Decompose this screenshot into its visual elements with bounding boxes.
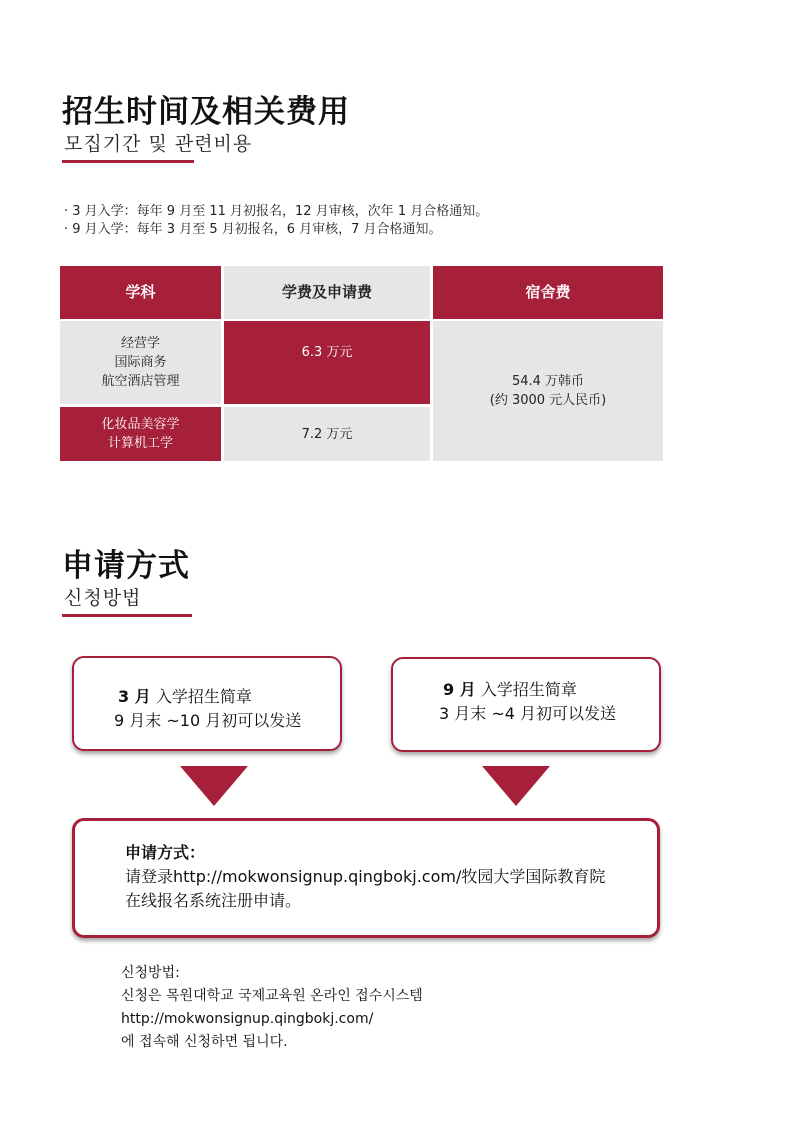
major-name: 国际商务 <box>114 355 167 370</box>
march-label: 3 月 <box>118 687 151 706</box>
section-subtitle-fees: 모집기간 및 관련비용 <box>64 133 253 155</box>
section-title-apply: 申请方式 <box>62 548 190 584</box>
korean-note-line: 신청은 목원대학교 국제교육원 온라인 접수시스템 <box>121 988 423 1004</box>
table-cell-majors-group2 <box>60 407 221 461</box>
march-intake-box <box>72 656 342 751</box>
application-heading: 申请方式： <box>125 843 206 862</box>
september-intake-title <box>443 678 577 702</box>
dorm-fee-cny: (约 3000 元人民币) <box>489 393 607 408</box>
march-intake-schedule: 9 月末 ~10 月初可以发送 <box>114 711 302 730</box>
major-name: 航空酒店管理 <box>101 374 180 389</box>
table-cell-majors-group1 <box>60 321 221 404</box>
major-name: 化妆品美容学 <box>101 417 180 432</box>
september-label: 9 月 <box>443 680 476 699</box>
arrow-down-icon <box>180 766 248 806</box>
notes-list <box>64 203 488 239</box>
table-cell-fee-group2: 7.2 万元 <box>224 407 430 461</box>
title-underline <box>62 614 192 617</box>
major-name: 经营学 <box>120 336 160 351</box>
korean-note-url: http://mokwonsignup.qingbokj.com/ <box>121 1011 374 1027</box>
korean-note-line: 에 접속해 신청하면 됩니다. <box>121 1034 288 1050</box>
march-intake-title <box>118 685 252 709</box>
dorm-fee-krw: 54.4 万韩币 <box>511 374 585 389</box>
march-title-rest: 入学招生简章 <box>155 687 252 706</box>
section-title-fees: 招生时间及相关费用 <box>62 94 350 130</box>
september-intake-box <box>391 657 661 752</box>
table-header-dorm: 宿舍费 <box>433 266 663 319</box>
arrow-down-icon <box>482 766 550 806</box>
september-title-rest: 入学招生简章 <box>480 680 577 699</box>
table-cell-dorm-fee <box>433 321 663 461</box>
section-subtitle-apply: 신청방법 <box>64 587 142 609</box>
september-intake-schedule: 3 月末 ~4 月初可以发送 <box>439 704 617 723</box>
major-name: 计算机工学 <box>107 436 173 451</box>
application-instructions-cont: 在线报名系统注册申请。 <box>125 891 302 910</box>
korean-note-heading: 신청방법: <box>121 965 180 981</box>
table-cell-fee-group1: 6.3 万元 <box>224 321 430 404</box>
table-header-tuition: 学费及申请费 <box>224 266 430 319</box>
table-header-major: 学科 <box>60 266 221 319</box>
note-march-intake: · 3 月入学：每年 9 月至 11 月初报名，12 月审核，次年 1 月合格通知。 <box>64 204 489 219</box>
note-september-intake: · 9 月入学：每年 3 月至 5 月初报名，6 月审核，7 月合格通知。 <box>64 222 442 237</box>
title-underline <box>62 160 194 163</box>
korean-application-note <box>121 962 423 1054</box>
application-method-box <box>72 818 660 938</box>
application-instructions: 请登录http://mokwonsignup.qingbokj.com/牧园大学国际教育院 <box>125 867 606 886</box>
